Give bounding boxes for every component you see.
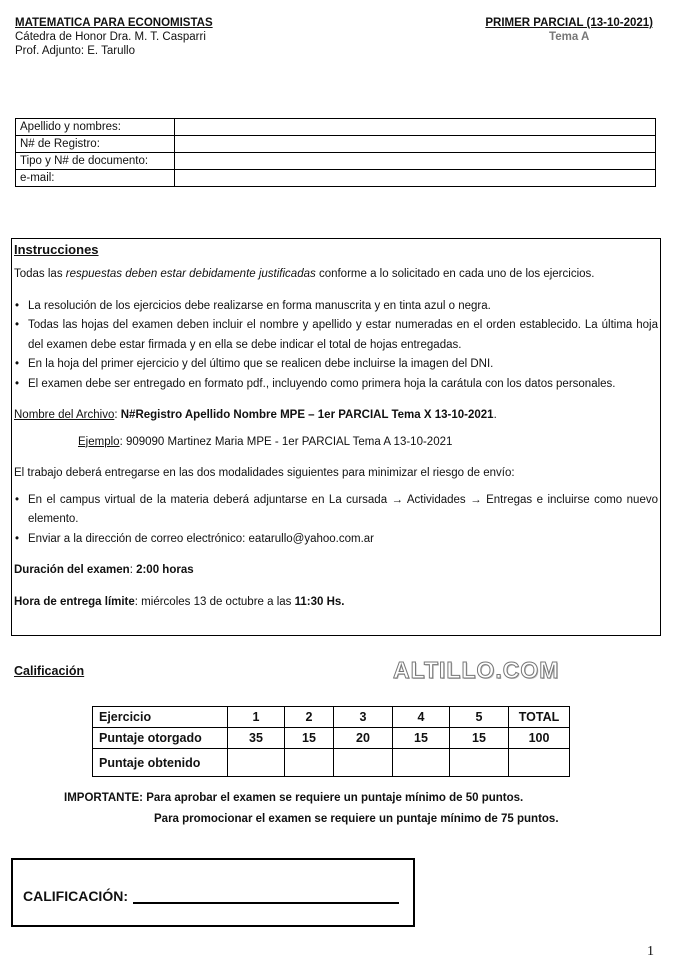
course-title: MATEMATICA PARA ECONOMISTAS xyxy=(15,17,213,29)
header-cell: 4 xyxy=(393,707,450,728)
score-cell: 35 xyxy=(228,728,285,749)
duracion-value: 2:00 horas xyxy=(136,564,194,576)
obtained-cell[interactable] xyxy=(334,749,393,777)
instructions-intro xyxy=(14,265,658,285)
table-row xyxy=(16,153,656,170)
exam-header xyxy=(485,16,653,44)
list-item: • En la hoja del primer ejercicio y del último que se realicen debe incluirse la imagen del DNI. xyxy=(14,355,658,375)
envio-intro: El trabajo deberá entregarse en las dos modalidades siguientes para minimizar el riesgo de envío: xyxy=(14,467,515,479)
table-row xyxy=(16,136,656,153)
field-label: N# de Registro: xyxy=(16,136,175,153)
scores-table xyxy=(92,706,570,777)
grade-line[interactable] xyxy=(133,902,399,904)
exam-tema: Tema A xyxy=(549,31,590,43)
field-label: e-mail: xyxy=(16,170,175,187)
score-cell: 20 xyxy=(334,728,393,749)
list-item: • El examen debe ser entregado en formato pdf., incluyendo como primera hoja la carátula con los datos personales. xyxy=(14,375,658,395)
header-cell: 2 xyxy=(285,707,334,728)
hora-time: 11:30 Hs. xyxy=(294,595,345,608)
header-cell: 3 xyxy=(334,707,393,728)
ejemplo-label: Ejemplo xyxy=(78,435,120,448)
file-name-example xyxy=(14,433,658,453)
score-cell: 15 xyxy=(450,728,509,749)
grade-label: CALIFICACIÓN: xyxy=(23,888,128,904)
archivo-label: Nombre del Archivo xyxy=(14,409,115,421)
list-item: • En el campus virtual de la materia deberá adjuntarse en La cursada → Actividades → Entregas e incluirse como nuevo elemento. xyxy=(14,491,658,530)
score-cell: 15 xyxy=(285,728,334,749)
obtained-cell[interactable] xyxy=(393,749,450,777)
grading-title: Calificación xyxy=(14,664,85,678)
name-field[interactable] xyxy=(175,119,656,136)
header-cell: TOTAL xyxy=(509,707,570,728)
hora-label: Hora de entrega límite xyxy=(14,595,135,608)
important-note-1: IMPORTANTE: Para aprobar el examen se requiere un puntaje mínimo de 50 puntos. xyxy=(64,792,524,804)
obtained-cell[interactable] xyxy=(509,749,570,777)
documento-field[interactable] xyxy=(175,153,656,170)
watermark-logo: ALTILLO.COM xyxy=(393,657,560,683)
row-label: Puntaje otorgado xyxy=(93,728,228,749)
intro-text-end: conforme a lo solicitado en cada uno de los ejercicios. xyxy=(315,268,595,280)
hora-value: : miércoles 13 de octubre a las xyxy=(134,595,295,608)
table-row xyxy=(16,119,656,136)
instructions-box xyxy=(11,238,661,636)
exam-title: PRIMER PARCIAL (13-10-2021) xyxy=(485,17,653,29)
course-header xyxy=(15,16,213,58)
table-row xyxy=(93,707,570,728)
score-cell: 15 xyxy=(393,728,450,749)
ejemplo-value: : 909090 Martinez Maria MPE - 1er PARCIAL Tema A 13-10-2021 xyxy=(119,435,453,448)
rules-list xyxy=(14,297,658,395)
field-label: Tipo y N# de documento: xyxy=(16,153,175,170)
table-row xyxy=(16,170,656,187)
instructions-title: Instrucciones xyxy=(14,242,99,257)
intro-emphasis: respuestas deben estar debidamente justificadas xyxy=(65,268,316,280)
obtained-cell[interactable] xyxy=(450,749,509,777)
personal-data-table xyxy=(15,118,656,187)
obtained-cell[interactable] xyxy=(228,749,285,777)
intro-text: Todas las xyxy=(14,268,66,280)
field-label: Apellido y nombres: xyxy=(16,119,175,136)
score-cell: 100 xyxy=(509,728,570,749)
table-row xyxy=(93,728,570,749)
page-number: 1 xyxy=(647,944,654,959)
header-cell: 5 xyxy=(450,707,509,728)
list-item: • La resolución de los ejercicios debe realizarse en forma manuscrita y en tinta azul o negra. xyxy=(14,297,658,317)
archivo-value: N#Registro Apellido Nombre MPE – 1er PARCIAL Tema X 13-10-2021 xyxy=(120,409,494,421)
duracion-label: Duración del examen xyxy=(14,564,130,576)
obtained-cell[interactable] xyxy=(285,749,334,777)
hora-line xyxy=(14,593,658,613)
email-field[interactable] xyxy=(175,170,656,187)
list-item: • Enviar a la dirección de correo electrónico: eatarullo@yahoo.com.ar xyxy=(14,530,658,550)
registro-field[interactable] xyxy=(175,136,656,153)
envio-list xyxy=(14,491,658,550)
grade-box xyxy=(11,858,415,927)
important-note-2: Para promocionar el examen se requiere un puntaje mínimo de 75 puntos. xyxy=(154,813,559,825)
chair-line: Cátedra de Honor Dra. M. T. Casparri xyxy=(15,31,206,43)
row-label: Puntaje obtenido xyxy=(93,749,228,777)
header-cell: 1 xyxy=(228,707,285,728)
duracion-line: Duración del examen: 2:00 horas xyxy=(14,564,194,576)
list-item: • Todas las hojas del examen deben incluir el nombre y apellido y estar numeradas en el orden establecido. La última hoja del examen debe estar firmada y en ella se debe indicar el total de hojas entregadas. xyxy=(14,316,658,355)
table-row xyxy=(93,749,570,777)
header-cell: Ejercicio xyxy=(93,707,228,728)
professor-line: Prof. Adjunto: E. Tarullo xyxy=(15,45,135,57)
file-name-rule: Nombre del Archivo: N#Registro Apellido Nombre MPE – 1er PARCIAL Tema X 13-10-2021. xyxy=(14,409,497,421)
